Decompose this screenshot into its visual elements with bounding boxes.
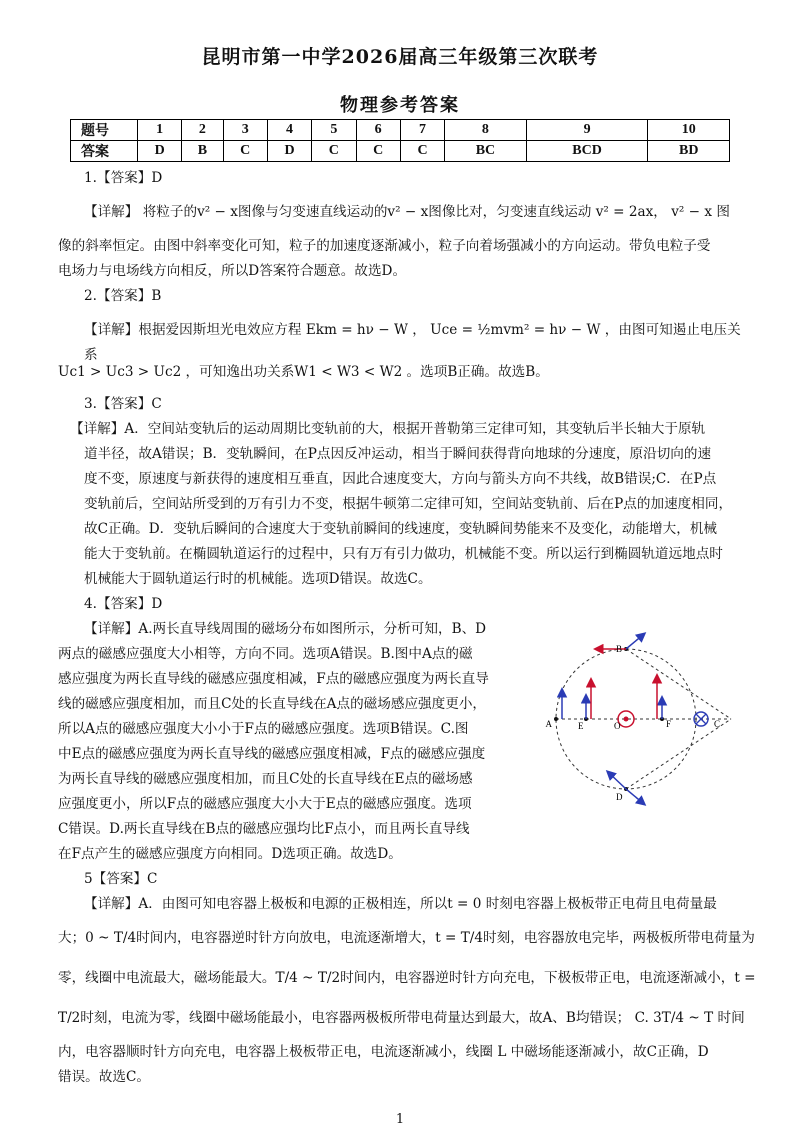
q3-explain-line: 道半径，故A错误；B．变轨瞬间，在P点因反冲运动，相当于瞬间获得背向地球的分速度，原沿切向的速 bbox=[84, 446, 712, 462]
question-number: 8 bbox=[445, 120, 527, 141]
q5-explain-line1: 【详解】A．由图可知电容器上极板和电源的正极相连，所以t = 0 时刻电容器上极板带正电荷且电荷量最 bbox=[84, 896, 717, 912]
answer-cell: BCD bbox=[526, 141, 648, 162]
q4-explain-line: 在F点产生的磁感应强度方向相同。D选项正确。故选D。 bbox=[58, 846, 402, 862]
q5-explain-line5: 内，电容器顺时针方向充电，电容器上极板带正电，电流逐渐减小，线圈 L 中磁场能逐渐减小，故C正确，D bbox=[58, 1044, 709, 1060]
line-B-C bbox=[626, 649, 731, 719]
q3-explain-line: 能大于变轨前。在椭圆轨道运行的过程中，只有万有引力做功，机械能不变。所以运行到椭圆轨道远地点时 bbox=[84, 546, 723, 562]
label-F: F bbox=[666, 719, 672, 729]
q5-explain-line6: 错误。故选C。 bbox=[58, 1069, 150, 1085]
q1-explain-line3: 电场力与电场线方向相反，所以D答案符合题意。故选D。 bbox=[58, 263, 407, 279]
label-B: B bbox=[616, 644, 623, 654]
q5-explain-line2: 大；0 ~ T/4时间内，电容器逆时针方向放电，电流逐渐增大，t = T/4时刻，电容器放电完毕，两极板所带电荷量为 bbox=[58, 930, 755, 946]
q3-explain-line: 变轨前后，空间站所受到的万有引力不变，根据牛顿第二定律可知，空间站变轨前、后在P点的加速度相同， bbox=[84, 496, 733, 512]
q1-answer-head: 1.【答案】D bbox=[84, 170, 163, 186]
q2-answer-head: 2.【答案】B bbox=[84, 288, 162, 304]
answer-cell: C bbox=[312, 141, 356, 162]
q4-explain-line: 感应强度为两长直导线的磁感应强度相减，F点的磁感应强度为两长直导 bbox=[58, 671, 489, 687]
q3-explain-line: 【详解】A．空间站变轨后的运动周期比变轨前的大，根据开普勒第三定律可知，其变轨后半长轴大于原轨 bbox=[70, 421, 706, 437]
q1-explain-line2: 像的斜率恒定。由图中斜率变化可知，粒子的加速度逐渐减小，粒子向着场强减小的方向运动。带负电粒子受 bbox=[58, 238, 711, 254]
q4-explain-line: 线的磁感应强度相加，而且C处的长直导线在A点的磁场感应强度更小， bbox=[58, 696, 487, 712]
question-number: 3 bbox=[223, 120, 267, 141]
answer-cell: BD bbox=[648, 141, 730, 162]
label-D: D bbox=[616, 792, 623, 802]
q2-explain-line1: 【详解】根据爱因斯坦光电效应方程 Ekm = hν − W ， Uce = ½mvm² = hν − W ，由图可知遏止电压关系 bbox=[84, 322, 741, 363]
question-number: 9 bbox=[526, 120, 648, 141]
answer-cell: C bbox=[356, 141, 400, 162]
arrow-B-blue bbox=[626, 634, 644, 649]
magnetic-field-diagram bbox=[545, 628, 756, 818]
question-number: 6 bbox=[356, 120, 400, 141]
q5-explain-line4: T/2时刻，电流为零，线圈中磁场能最小，电容器两极板所带电荷量达到最大，故A、B均错误； C. 3T/4 ~ T 时间 bbox=[58, 1010, 745, 1026]
question-number: 2 bbox=[182, 120, 223, 141]
label-E: E bbox=[578, 721, 584, 731]
question-number: 7 bbox=[400, 120, 444, 141]
question-number: 10 bbox=[648, 120, 730, 141]
answer-cell: D bbox=[267, 141, 311, 162]
q4-explain-line: 中E点的磁感应强度为两长直导线的磁感应强度相减，F点的磁感应强度 bbox=[58, 746, 486, 762]
q1-explain-line1: 【详解】 将粒子的v² − x图像与匀变速直线运动的v² − x图像比对，匀变速直线运动 v² = 2ax， v² − x 图 bbox=[84, 204, 730, 220]
q3-explain-line: 机械能大于圆轨道运行时的机械能。选项D错误。故选C。 bbox=[84, 571, 432, 587]
q2-explain-line2: Uc1 > Uc3 > Uc2 ，可知逸出功关系W1 < W3 < W2 。选项B正确。故选B。 bbox=[58, 364, 549, 380]
answer-cell: B bbox=[182, 141, 223, 162]
question-number: 1 bbox=[138, 120, 182, 141]
q3-explain-line: 度不变，原速度与新获得的速度相互垂直，因此合速度变大，方向与箭头方向不共线，故B错误;C．在P点 bbox=[84, 471, 717, 487]
label-C: C bbox=[714, 719, 721, 729]
q4-explain-line: 应强度更小，所以F点的磁感应强度大小大于E点的磁感应强度。选项 bbox=[58, 796, 472, 812]
q4-explain-line: 【详解】A.两长直导线周围的磁场分布如图所示，分析可知，B、D bbox=[84, 621, 487, 637]
q4-answer-head: 4.【答案】D bbox=[84, 596, 163, 612]
question-number: 4 bbox=[267, 120, 311, 141]
q5-answer-head: 5【答案】C bbox=[84, 871, 158, 887]
answer-cell: C bbox=[223, 141, 267, 162]
answer-table bbox=[70, 119, 730, 162]
answer-table-number-row bbox=[71, 120, 730, 141]
q5-explain-line3: 零，线圈中电流最大，磁场能最大。T/4 ~ T/2时间内，电容器逆时针方向充电，下极板带正电，电流逐渐减小，t = bbox=[58, 970, 756, 986]
arrow-D-blue bbox=[626, 789, 644, 804]
label-A: A bbox=[545, 719, 552, 729]
arrow-D-blue-2 bbox=[608, 772, 626, 789]
q4-explain-line: 两点的磁感应强度大小相等，方向不同。选项A错误。B.图中A点的磁 bbox=[58, 646, 473, 662]
answer-cell: BC bbox=[445, 141, 527, 162]
q3-explain-line: 故C正确。D．变轨后瞬间的合速度大于变轨前瞬间的线速度，变轨瞬间势能来不及变化，动能增大，机械 bbox=[84, 521, 718, 537]
q4-explain-line: 为两长直导线的磁感应强度相加，而且C处的长直导线在E点的磁场感 bbox=[58, 771, 473, 787]
q4-explain-line: 所以A点的磁感应强度大小小于F点的磁感应强度。选项B错误。C.图 bbox=[58, 721, 469, 737]
row-label-answer: 答案 bbox=[71, 141, 138, 162]
q4-explain-line: C错误。D.两长直导线在B点的磁感应强均比F点小，而且两长直导线 bbox=[58, 821, 470, 837]
answer-cell: C bbox=[400, 141, 444, 162]
question-number: 5 bbox=[312, 120, 356, 141]
exam-title: 昆明市第一中学2026届高三年级第三次联考 bbox=[201, 46, 599, 68]
row-label-number: 题号 bbox=[71, 120, 138, 141]
answer-table-answer-row bbox=[71, 141, 730, 162]
wire-O-dot bbox=[624, 717, 629, 722]
line-D-C bbox=[626, 719, 731, 789]
point-A bbox=[554, 717, 558, 721]
answer-cell: D bbox=[138, 141, 182, 162]
answer-key-subtitle: 物理参考答案 bbox=[340, 95, 460, 116]
page-number: 1 bbox=[395, 1112, 405, 1127]
q3-answer-head: 3.【答案】C bbox=[84, 396, 162, 412]
label-O: O bbox=[614, 721, 621, 731]
